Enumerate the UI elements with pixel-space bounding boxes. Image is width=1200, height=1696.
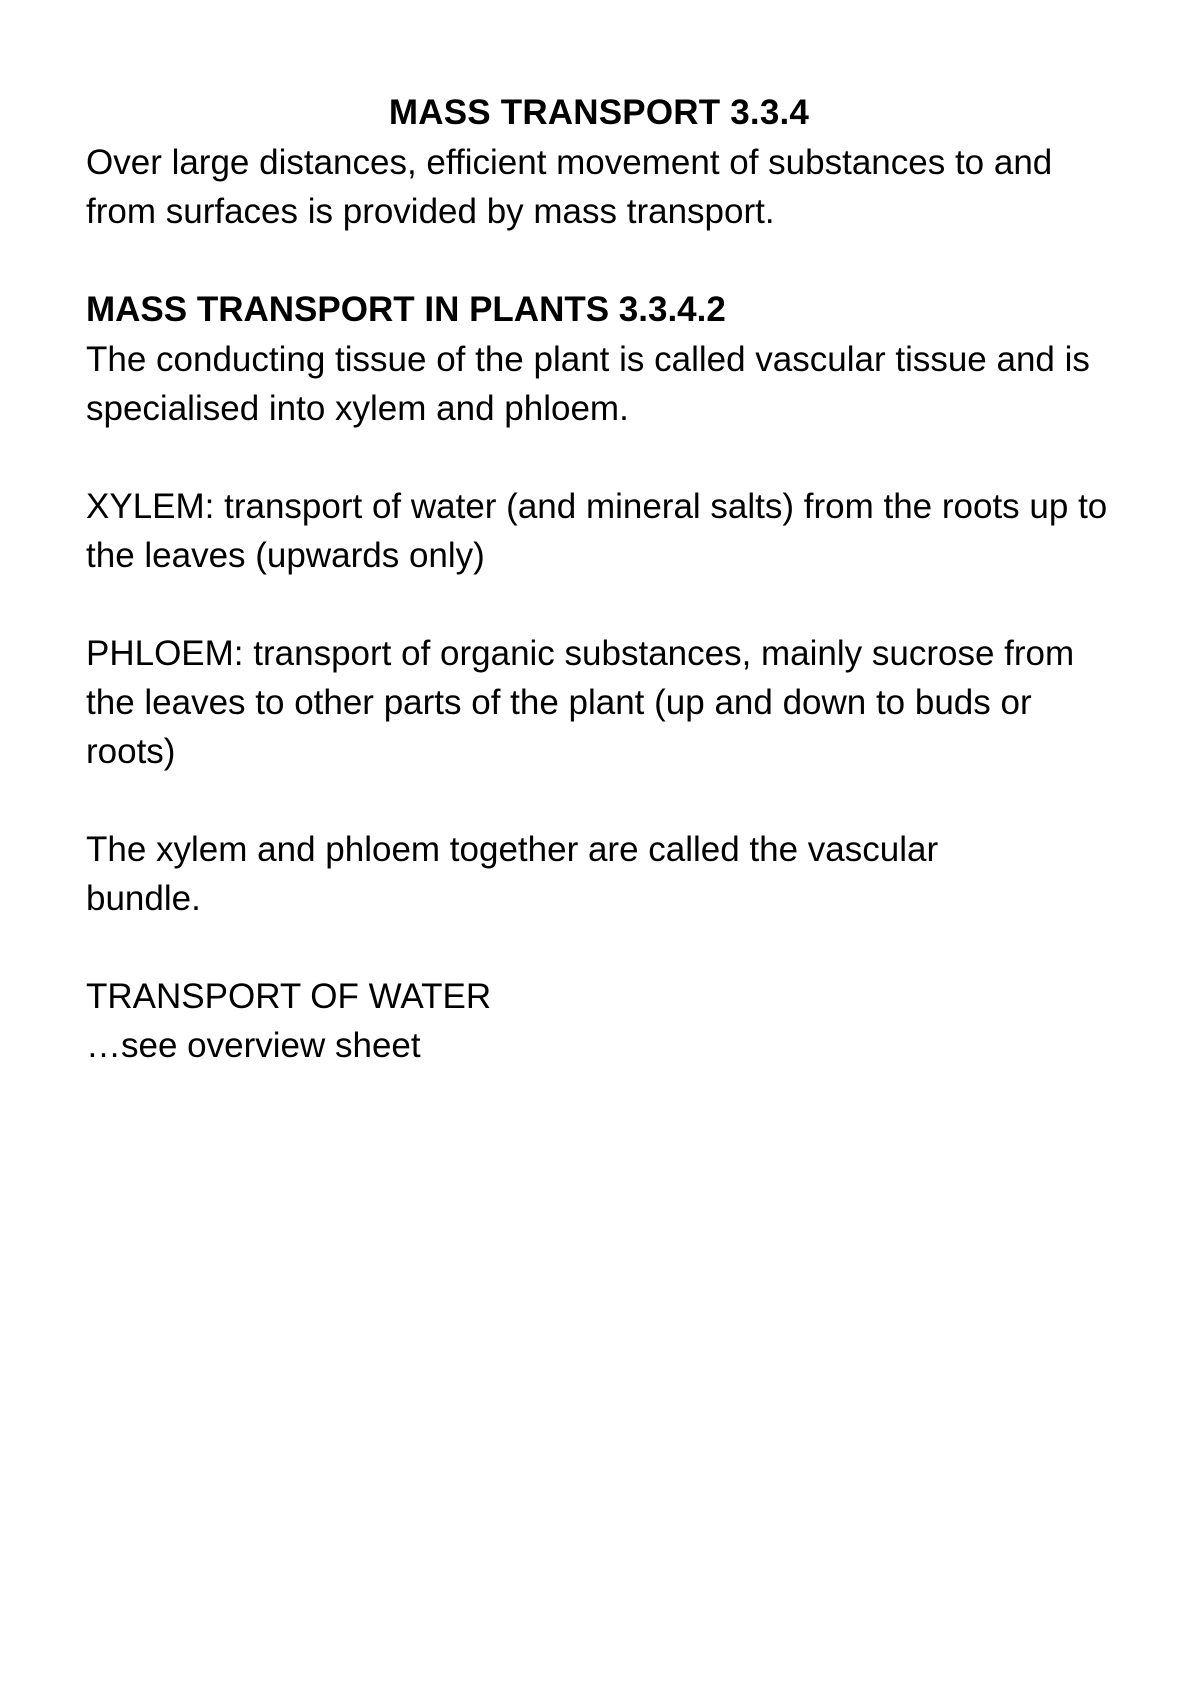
transport-of-water-heading: TRANSPORT OF WATER	[86, 977, 492, 1016]
spacer	[86, 580, 1112, 629]
xylem-paragraph: XYLEM: transport of water (and mineral salts) from the roots up to the leaves (upwards only)	[86, 487, 1117, 575]
spacer	[86, 433, 1112, 482]
spacer	[86, 923, 1112, 972]
section-heading-plants: MASS TRANSPORT IN PLANTS 3.3.4.2	[86, 290, 726, 329]
overview-sheet-note: …see overview sheet	[86, 1026, 421, 1065]
spacer	[86, 236, 1112, 285]
page-title: MASS TRANSPORT 3.3.4	[388, 93, 810, 132]
spacer	[86, 776, 1112, 825]
phloem-paragraph: PHLOEM: transport of organic substances, mainly sucrose from the leaves to other parts of the plant (up and down to buds or roots)	[86, 634, 1084, 771]
vascular-tissue-paragraph: The conducting tissue of the plant is called vascular tissue and is specialised into xylem and phloem.	[86, 340, 1100, 428]
intro-paragraph: Over large distances, efficient movement of substances to and from surfaces is provided by mass transport.	[86, 143, 1062, 231]
vascular-bundle-paragraph: The xylem and phloem together are called the vascular bundle.	[86, 830, 948, 918]
